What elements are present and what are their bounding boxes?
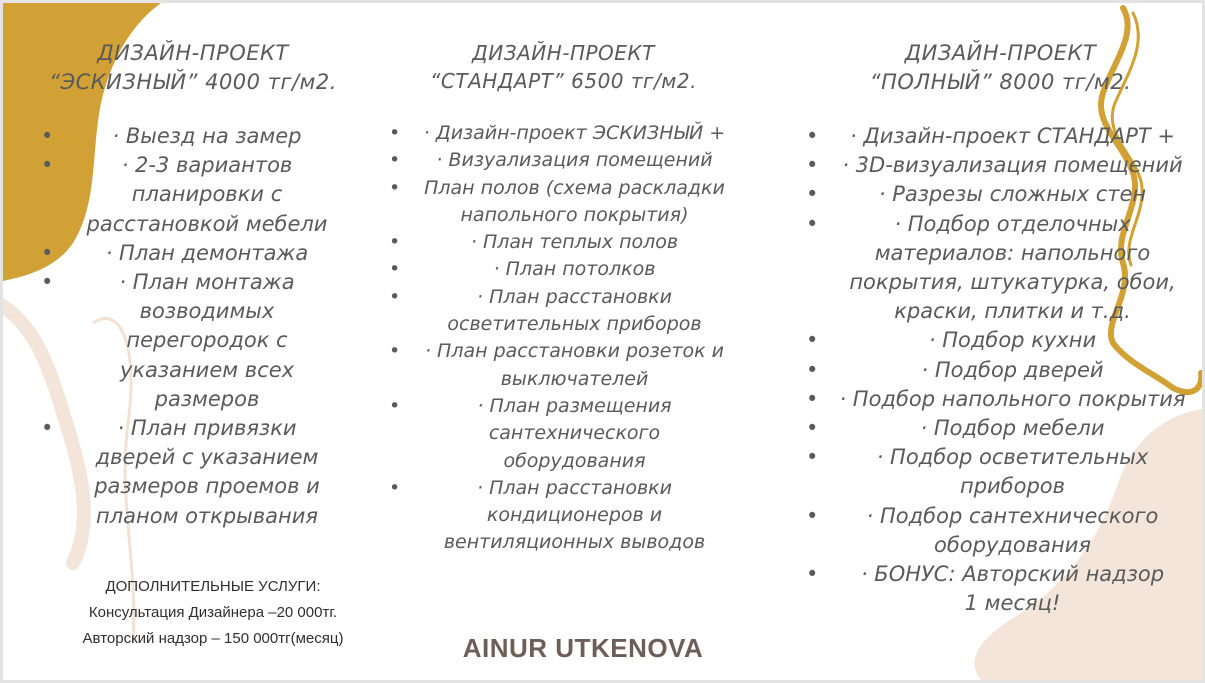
list-item — [381, 338, 746, 393]
list-item — [33, 151, 353, 239]
title-line: ДИЗАЙН-ПРОЕКТ — [472, 41, 655, 65]
services-list — [381, 120, 746, 557]
item-text: • План полов (схема раскладки — [424, 176, 725, 199]
list-item — [798, 356, 1203, 385]
column-standard — [381, 39, 746, 557]
list-item — [798, 122, 1203, 151]
item-text: • · 3D-визуализация помещений — [842, 153, 1183, 178]
item-text: • · 2-3 вариантов — [121, 153, 293, 178]
item-text: размеров проемов и — [94, 474, 320, 499]
item-text: • · Подбор дверей — [921, 357, 1104, 382]
item-text: • · Подбор кухни — [928, 328, 1097, 353]
item-text: • · План расстановки — [477, 476, 672, 499]
title-price: “ЭСКИЗНЫЙ” 4000 тг/м2. — [49, 70, 337, 94]
extra-service-supervision: Авторский надзор – 150 000тг(месяц) — [82, 630, 344, 647]
list-item — [798, 560, 1203, 618]
item-text: • · Визуализация помещений — [436, 149, 713, 172]
list-item — [381, 475, 746, 557]
list-item — [381, 393, 746, 475]
list-item — [798, 414, 1203, 443]
item-text: • · Разрезы сложных стен — [878, 182, 1147, 207]
item-text: осветительных приборов — [447, 313, 702, 336]
list-item — [798, 443, 1203, 501]
list-item — [798, 385, 1203, 414]
item-text: приборов — [959, 474, 1066, 499]
item-text: 1 месяц! — [964, 591, 1061, 616]
item-text: расстановкой мебели — [86, 211, 328, 236]
column-title — [381, 39, 746, 95]
list-item — [381, 256, 746, 283]
list-item — [381, 147, 746, 174]
item-text: краски, плитки и т.д. — [894, 299, 1131, 324]
extra-services — [33, 574, 393, 652]
item-text: • · БОНУС: Авторский надзор — [860, 562, 1165, 587]
list-item — [381, 120, 746, 147]
item-text: возводимых — [139, 299, 275, 324]
brand-name: AINUR UTKENOVA — [462, 633, 704, 663]
item-text: материалов: напольного — [874, 240, 1151, 265]
item-text: • · План расстановки — [477, 285, 672, 308]
item-text: вентиляционных выводов — [443, 531, 706, 554]
column-title — [33, 39, 353, 97]
list-item — [381, 229, 746, 256]
list-item — [798, 326, 1203, 355]
list-item — [33, 239, 353, 268]
item-text: • · Подбор напольного покрытия — [839, 386, 1186, 411]
list-item — [798, 180, 1203, 209]
list-item — [381, 284, 746, 339]
item-text: сантехнического — [488, 422, 661, 445]
column-title — [798, 39, 1203, 97]
item-text: • · Подбор отделочных — [894, 211, 1131, 236]
item-text: • · План демонтажа — [105, 240, 309, 265]
column-full — [798, 39, 1203, 618]
column-sketch — [33, 39, 353, 531]
item-text: • · План монтажа — [119, 270, 295, 295]
item-text: • · План расстановки розеток и — [424, 340, 725, 363]
item-text: • · План привязки — [117, 416, 297, 441]
extra-services-heading: ДОПОЛНИТЕЛЬНЫЕ УСЛУГИ: — [105, 578, 321, 595]
item-text: • · Дизайн-проект СТАНДАРТ + — [850, 124, 1175, 148]
list-item — [33, 122, 353, 151]
list-item — [798, 210, 1203, 327]
item-text: • · План теплых полов — [470, 231, 679, 254]
services-list — [33, 122, 353, 531]
item-text: • · Подбор осветительных — [876, 445, 1149, 470]
item-text: • · Подбор сантехнического — [866, 503, 1159, 528]
title-line: ДИЗАЙН-ПРОЕКТ — [904, 41, 1097, 65]
item-text: указанием всех — [119, 357, 295, 382]
item-text: • · Выезд на замер — [112, 124, 302, 148]
item-text: покрытия, штукатурка, обои, — [849, 270, 1176, 295]
item-text: перегородок с — [126, 328, 288, 353]
item-text: • · План размещения — [477, 394, 672, 417]
list-item — [798, 151, 1203, 180]
title-price: “ПОЛНЫЙ” 8000 тг/м2. — [869, 70, 1132, 94]
item-text: размеров — [154, 386, 260, 411]
item-text: • · Подбор мебели — [920, 416, 1105, 441]
item-text: дверей с указанием — [95, 445, 319, 470]
services-list — [798, 122, 1203, 618]
item-text: планировки с — [131, 182, 283, 207]
title-line: ДИЗАЙН-ПРОЕКТ — [97, 41, 289, 65]
item-text: планом открывания — [95, 503, 319, 528]
extra-service-consultation: Консультация Дизайнера –20 000тг. — [88, 604, 338, 621]
list-item — [33, 414, 353, 531]
item-text: • · Дизайн-проект ЭСКИЗНЫЙ + — [423, 122, 726, 144]
item-text: выключателей — [500, 367, 649, 390]
list-item — [798, 502, 1203, 560]
item-text: кондиционеров и — [486, 504, 663, 527]
title-price: “СТАНДАРТ” 6500 тг/м2. — [430, 69, 697, 93]
item-text: напольного покрытия) — [460, 203, 689, 226]
item-text: • · План потолков — [493, 258, 656, 281]
item-text: оборудования — [933, 532, 1092, 557]
list-item — [381, 175, 746, 230]
item-text: оборудования — [503, 449, 646, 472]
list-item — [33, 268, 353, 414]
